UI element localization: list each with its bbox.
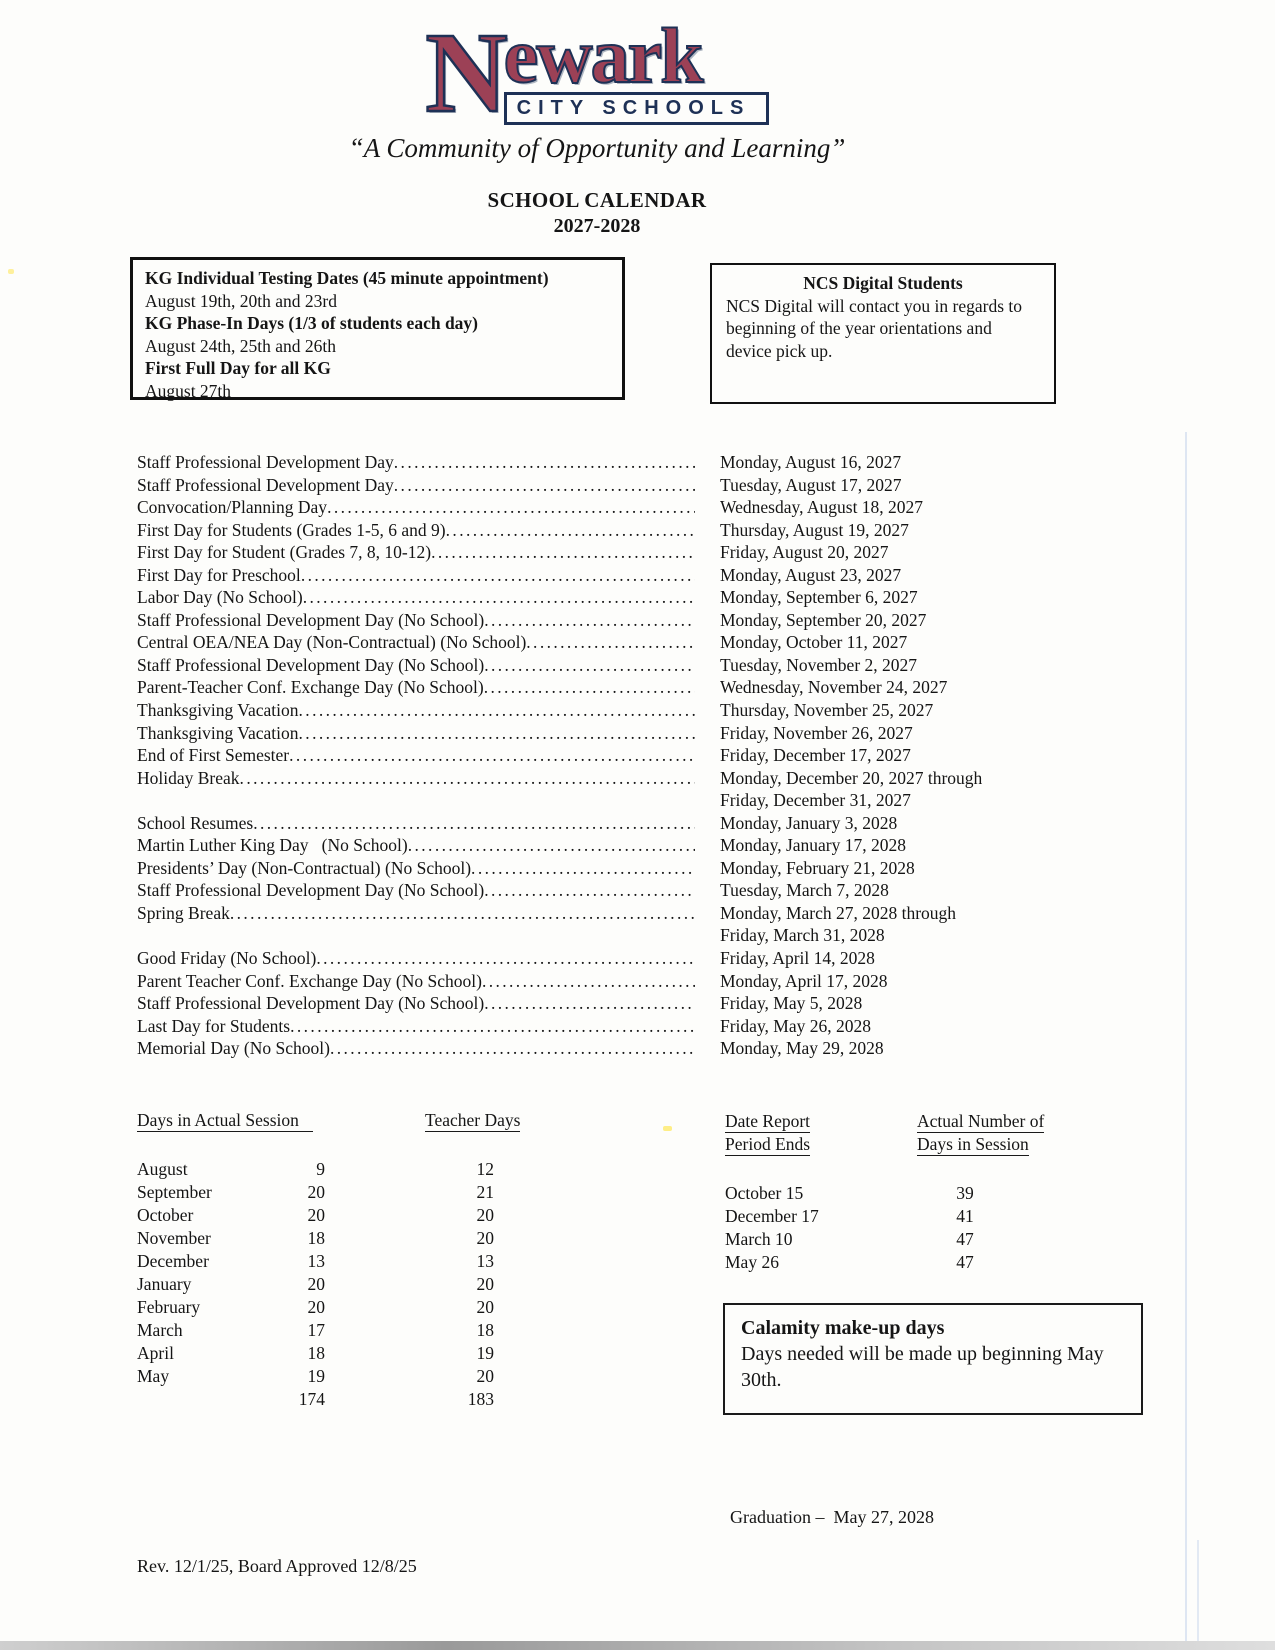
teacher-days: 20 (476, 1228, 494, 1248)
event-label-cell (137, 948, 695, 969)
kg-line: First Full Day for all KG (145, 358, 331, 379)
session-days: 9 (316, 1159, 325, 1179)
leader-dots (327, 497, 695, 518)
event-date: Monday, August 23, 2027 (720, 564, 902, 585)
leader-dots (484, 655, 695, 676)
month-label: December (137, 1251, 209, 1271)
event-date: Wednesday, November 24, 2027 (720, 677, 948, 698)
month-label: January (137, 1274, 192, 1294)
calendar-row (137, 1016, 1137, 1039)
calendar-row (137, 520, 1137, 543)
ncs-digital-body: NCS Digital will contact you in regards to beginning of the year orientations and device pick up. (726, 295, 1022, 361)
kg-line: August 19th, 20th and 23rd (145, 290, 338, 311)
session-table (137, 1110, 567, 1412)
leader-dots (394, 452, 695, 473)
calamity-title: Calamity make-up days (741, 1317, 945, 1339)
event-label: Staff Professional Development Day (No School) (137, 993, 485, 1014)
event-label-cell (137, 858, 695, 879)
event-date: Friday, December 31, 2027 (720, 790, 911, 811)
teacher-days: 20 (476, 1205, 494, 1225)
leader-dots (471, 858, 695, 879)
calendar-row (137, 632, 1137, 655)
calendar-row (137, 835, 1137, 858)
calendar-row (137, 948, 1137, 971)
session-days: 20 (307, 1182, 325, 1202)
calendar-row (137, 768, 1137, 791)
leader-dots (330, 1038, 695, 1059)
scan-speck (663, 1126, 672, 1131)
leader-dots (301, 565, 695, 586)
event-label-cell (137, 587, 695, 608)
leader-dots (484, 610, 695, 631)
col-actual-number-line2: Days in Session (917, 1134, 1029, 1154)
event-date: Friday, March 31, 2028 (720, 925, 885, 946)
page-title: SCHOOL CALENDAR (487, 187, 707, 212)
leader-dots (484, 993, 695, 1014)
event-label-cell (137, 1016, 695, 1037)
leader-dots (240, 768, 695, 789)
month-label: May (137, 1366, 170, 1386)
report-table-header (725, 1110, 1070, 1157)
event-date: Thursday, November 25, 2027 (720, 700, 934, 721)
event-label: Staff Professional Development Day (No School) (137, 880, 485, 901)
session-row (137, 1343, 567, 1366)
event-date: Friday, May 5, 2028 (720, 993, 863, 1014)
calendar-row (137, 565, 1137, 588)
session-row (137, 1366, 567, 1389)
event-label: Staff Professional Development Day (No School) (137, 609, 485, 630)
event-date: Monday, February 21, 2028 (720, 857, 915, 878)
calendar-row (137, 813, 1137, 836)
district-tagline: “A Community of Opportunity and Learning” (348, 132, 846, 163)
leader-dots (290, 1016, 695, 1037)
event-label: First Day for Preschool (137, 564, 301, 585)
calendar-row (137, 993, 1137, 1016)
logo-wordmark (425, 9, 768, 136)
leader-dots (303, 587, 695, 608)
session-row (137, 1320, 567, 1343)
calendar-row (137, 497, 1137, 520)
event-date: Friday, November 26, 2027 (720, 722, 913, 743)
report-row (725, 1229, 1070, 1252)
session-days: 20 (307, 1297, 325, 1317)
event-label: Central OEA/NEA Day (Non-Contractual) (No School) (137, 632, 527, 653)
session-row (137, 1182, 567, 1205)
event-label: Holiday Break (137, 767, 240, 788)
calendar-row (137, 925, 1137, 948)
event-label: School Resumes (137, 812, 254, 833)
kg-line: August 24th, 25th and 26th (145, 335, 337, 356)
event-date: Monday, September 6, 2027 (720, 587, 918, 608)
event-label: Convocation/Planning Day (137, 497, 328, 518)
session-days: 13 (307, 1251, 325, 1271)
session-row (137, 1297, 567, 1320)
event-label: First Day for Student (Grades 7, 8, 10-12) (137, 542, 432, 563)
event-date: Monday, August 16, 2027 (720, 452, 902, 472)
leader-dots (253, 813, 695, 834)
teacher-days: 19 (476, 1343, 494, 1363)
event-date: Monday, October 11, 2027 (720, 632, 908, 653)
session-days: 19 (307, 1366, 325, 1386)
days-in-session: 39 (956, 1183, 974, 1203)
session-row (137, 1205, 567, 1228)
scan-artifact-line (1197, 1540, 1199, 1650)
calendar-row (137, 858, 1137, 881)
logo-initial-letter: N (425, 9, 508, 136)
event-label-cell (137, 565, 695, 586)
event-date: Friday, April 14, 2028 (720, 948, 875, 969)
report-table-body (725, 1183, 1070, 1275)
event-label-cell (137, 655, 695, 676)
event-date: Monday, December 20, 2027 through (720, 767, 983, 788)
teacher-days: 21 (476, 1182, 494, 1202)
session-days: 20 (307, 1274, 325, 1294)
month-label: March (137, 1320, 183, 1340)
ncs-digital-title: NCS Digital Students (803, 273, 963, 293)
event-date: Monday, January 17, 2028 (720, 835, 906, 856)
report-period-end: October 15 (725, 1183, 804, 1203)
col-days-in-session: Days in Actual Session (137, 1110, 313, 1132)
event-date: Monday, March 27, 2028 through (720, 902, 957, 923)
scanner-edge-strip (0, 1641, 1275, 1650)
session-row (137, 1159, 567, 1182)
days-in-session: 41 (956, 1206, 974, 1226)
teacher-days: 20 (476, 1366, 494, 1386)
report-period-end: December 17 (725, 1206, 819, 1226)
event-label-cell (137, 452, 695, 473)
kg-info-box (130, 257, 625, 400)
leader-dots (299, 723, 695, 744)
leader-dots (446, 520, 695, 541)
scan-speck (8, 269, 14, 274)
calendar-row (137, 542, 1137, 565)
session-days: 18 (307, 1343, 325, 1363)
event-label-cell (137, 610, 695, 631)
leader-dots (431, 542, 695, 563)
session-totals-row (137, 1389, 567, 1412)
session-days: 17 (307, 1320, 325, 1340)
event-label-cell (137, 632, 695, 653)
days-in-session: 47 (956, 1229, 974, 1249)
calendar-row (137, 1038, 1137, 1061)
event-label: Parent-Teacher Conf. Exchange Day (No School) (137, 677, 484, 698)
event-label: Presidents’ Day (Non-Contractual) (No School) (137, 857, 472, 878)
calendar-row (137, 700, 1137, 723)
col-date-report-line2: Period Ends (725, 1134, 811, 1154)
event-label-cell (137, 768, 695, 789)
event-label-cell (137, 880, 695, 901)
session-days: 20 (307, 1205, 325, 1225)
teacher-days: 13 (476, 1251, 494, 1271)
calendar-row (137, 655, 1137, 678)
event-date: Monday, April 17, 2028 (720, 970, 888, 991)
teacher-days-total: 183 (467, 1389, 494, 1409)
event-label-cell (137, 497, 695, 518)
event-label: Staff Professional Development Day (No School) (137, 654, 485, 675)
logo-word-rest: ewark (503, 12, 702, 99)
calendar-row (137, 903, 1137, 926)
report-period-end: May 26 (725, 1252, 779, 1272)
session-days-total: 174 (298, 1389, 325, 1409)
teacher-days: 18 (476, 1320, 494, 1340)
report-period-end: March 10 (725, 1229, 793, 1249)
leader-dots (394, 475, 695, 496)
event-date: Tuesday, March 7, 2028 (720, 880, 889, 901)
session-days: 18 (307, 1228, 325, 1248)
teacher-days: 20 (476, 1274, 494, 1294)
event-date: Wednesday, August 18, 2027 (720, 497, 924, 518)
event-label: Labor Day (No School) (137, 587, 303, 608)
kg-line: KG Individual Testing Dates (45 minute appointment) (145, 268, 549, 288)
calendar-row (137, 677, 1137, 700)
event-label-cell (137, 835, 695, 856)
col-teacher-days: Teacher Days (425, 1110, 521, 1130)
event-label: Staff Professional Development Day (137, 474, 394, 495)
calamity-box (723, 1303, 1143, 1415)
event-label-cell (137, 993, 695, 1014)
session-table-body (137, 1159, 567, 1389)
calendar-row (137, 880, 1137, 903)
report-row (725, 1252, 1070, 1275)
event-label-cell (137, 475, 695, 496)
event-label-cell (137, 745, 695, 766)
calendar-row (137, 587, 1137, 610)
event-label-cell (137, 520, 695, 541)
event-date: Monday, May 29, 2028 (720, 1038, 884, 1059)
month-label: November (137, 1228, 211, 1248)
event-label: Parent Teacher Conf. Exchange Day (No School) (137, 970, 482, 991)
teacher-days: 20 (476, 1297, 494, 1317)
leader-dots (299, 700, 695, 721)
event-label-cell (137, 1038, 695, 1059)
scan-artifact-line (1185, 432, 1187, 1650)
calendar-row (137, 610, 1137, 633)
report-row (725, 1206, 1070, 1229)
school-year: 2027-2028 (553, 214, 641, 237)
event-date: Monday, January 3, 2028 (720, 812, 898, 833)
district-logo (425, 9, 768, 136)
event-label: Martin Luther King Day (No School) (137, 835, 408, 856)
calendar-row (137, 971, 1137, 994)
event-date: Tuesday, August 17, 2027 (720, 474, 902, 495)
event-date: Friday, December 17, 2027 (720, 745, 911, 766)
event-date: Thursday, August 19, 2027 (720, 519, 909, 540)
kg-line: August 27th (145, 380, 232, 401)
ncs-digital-box (710, 263, 1056, 404)
leader-dots (230, 903, 695, 924)
event-date: Friday, August 20, 2027 (720, 542, 889, 563)
col-actual-number-line1: Actual Number of (917, 1111, 1045, 1131)
kg-box-content (145, 267, 610, 403)
session-row (137, 1274, 567, 1297)
report-row (725, 1183, 1070, 1206)
report-table (725, 1110, 1070, 1275)
calendar-row (137, 452, 1137, 475)
leader-dots (484, 677, 695, 698)
event-label-cell (137, 542, 695, 563)
event-label: Thanksgiving Vacation (137, 722, 299, 743)
event-label: Memorial Day (No School) (137, 1038, 330, 1059)
leader-dots (289, 745, 695, 766)
col-date-report-line1: Date Report (725, 1111, 811, 1131)
event-label: Staff Professional Development Day (137, 452, 394, 472)
month-label: September (137, 1182, 212, 1202)
leader-dots (484, 880, 695, 901)
logo-city-schools-banner: CITY SCHOOLS (504, 92, 769, 125)
event-date: Monday, September 20, 2027 (720, 609, 927, 630)
calendar-row (137, 745, 1137, 768)
event-date: Friday, May 26, 2028 (720, 1015, 872, 1036)
calendar-list (137, 452, 1137, 1061)
event-label: Spring Break (137, 902, 230, 923)
event-label-cell (137, 723, 695, 744)
month-label: April (137, 1343, 174, 1363)
revision-note: Rev. 12/1/25, Board Approved 12/8/25 (137, 1556, 417, 1576)
event-label-cell (137, 971, 695, 992)
month-label: October (137, 1205, 194, 1225)
event-label: Good Friday (No School) (137, 948, 317, 969)
event-label-cell (137, 700, 695, 721)
leader-dots (526, 632, 695, 653)
calendar-row (137, 723, 1137, 746)
calendar-row (137, 475, 1137, 498)
calamity-body: Days needed will be made up beginning May 30th. (741, 1343, 1104, 1391)
event-label-cell (137, 903, 695, 924)
session-row (137, 1228, 567, 1251)
event-label: Last Day for Students (137, 1015, 291, 1036)
calendar-row (137, 790, 1137, 813)
session-row (137, 1251, 567, 1274)
logo-right-column (503, 12, 769, 125)
session-table-header (137, 1110, 567, 1134)
leader-dots (316, 948, 695, 969)
event-label: First Day for Students (Grades 1-5, 6 and 9) (137, 519, 446, 540)
teacher-days: 12 (476, 1159, 494, 1179)
graduation-note: Graduation – May 27, 2028 (730, 1507, 934, 1527)
event-label-cell (137, 677, 695, 698)
event-label: Thanksgiving Vacation (137, 700, 299, 721)
event-date: Tuesday, November 2, 2027 (720, 654, 918, 675)
leader-dots (408, 835, 695, 856)
document-header (0, 9, 1194, 238)
month-label: February (137, 1297, 201, 1317)
leader-dots (482, 971, 695, 992)
days-in-session: 47 (956, 1252, 974, 1272)
kg-line: KG Phase-In Days (1/3 of students each day) (145, 313, 479, 334)
event-label-cell (137, 813, 695, 834)
event-label: End of First Semester (137, 745, 290, 766)
month-label: August (137, 1159, 188, 1179)
